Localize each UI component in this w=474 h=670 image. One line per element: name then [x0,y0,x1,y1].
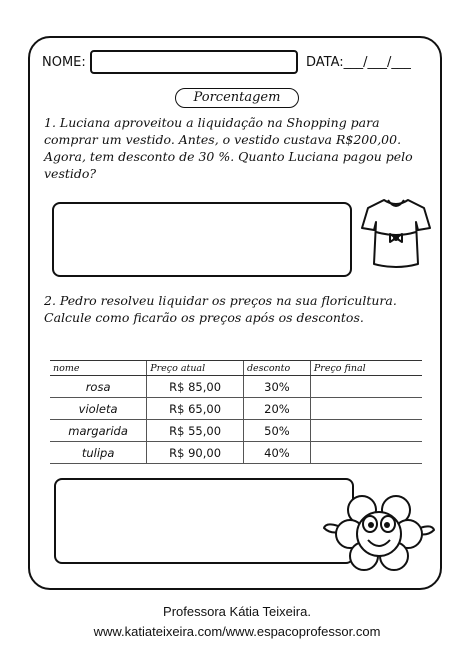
current-price: R$ 55,00 [147,420,244,442]
answer-box-2[interactable] [54,478,354,564]
current-price: R$ 85,00 [147,376,244,398]
table-row [50,442,422,464]
question-2-text: 2. Pedro resolveu liquidar os preços na sua floricultura. Calcule como ficarão os preços após os descontos. [44,293,397,325]
prices-table [50,360,422,464]
page-title: Porcentagem [175,88,299,108]
final-price-cell[interactable] [310,398,422,420]
discount: 20% [243,398,310,420]
name-label: NOME: [42,55,86,70]
col-desconto: desconto [243,361,310,376]
dress-icon [356,194,436,274]
question-1-text: 1. Luciana aproveitou a liquidação na Shopping para comprar um vestido. Antes, o vestido custava R$200,00. Agora, tem desconto de 30 %. Quanto Luciana pagou pelo vestido? [44,115,413,181]
discount: 50% [243,420,310,442]
current-price: R$ 65,00 [147,398,244,420]
col-preco-final: Preço final [310,361,422,376]
table-row [50,420,422,442]
final-price-cell[interactable] [310,420,422,442]
discount: 40% [243,442,310,464]
header-row [42,50,432,76]
name-field[interactable] [90,50,298,74]
answer-box-1[interactable] [52,202,352,277]
final-price-cell[interactable] [310,442,422,464]
footer-website: www.katiateixeira.com/www.espacoprofessor.com [93,624,381,639]
final-price-cell[interactable] [310,376,422,398]
date-label: DATA:___/___/___ [306,55,411,70]
discount: 30% [243,376,310,398]
worksheet-frame [28,36,442,590]
col-preco-atual: Preço atual [147,361,244,376]
table-row [50,398,422,420]
flower-name: rosa [50,376,147,398]
flower-name: violeta [50,398,147,420]
table-row [50,376,422,398]
flower-name: tulipa [50,442,147,464]
flower-name: margarida [50,420,147,442]
flower-character-icon [320,484,438,576]
table-header-row [50,361,422,376]
footer-author: Professora Kátia Teixeira. [163,604,311,619]
current-price: R$ 90,00 [147,442,244,464]
col-nome: nome [50,361,147,376]
